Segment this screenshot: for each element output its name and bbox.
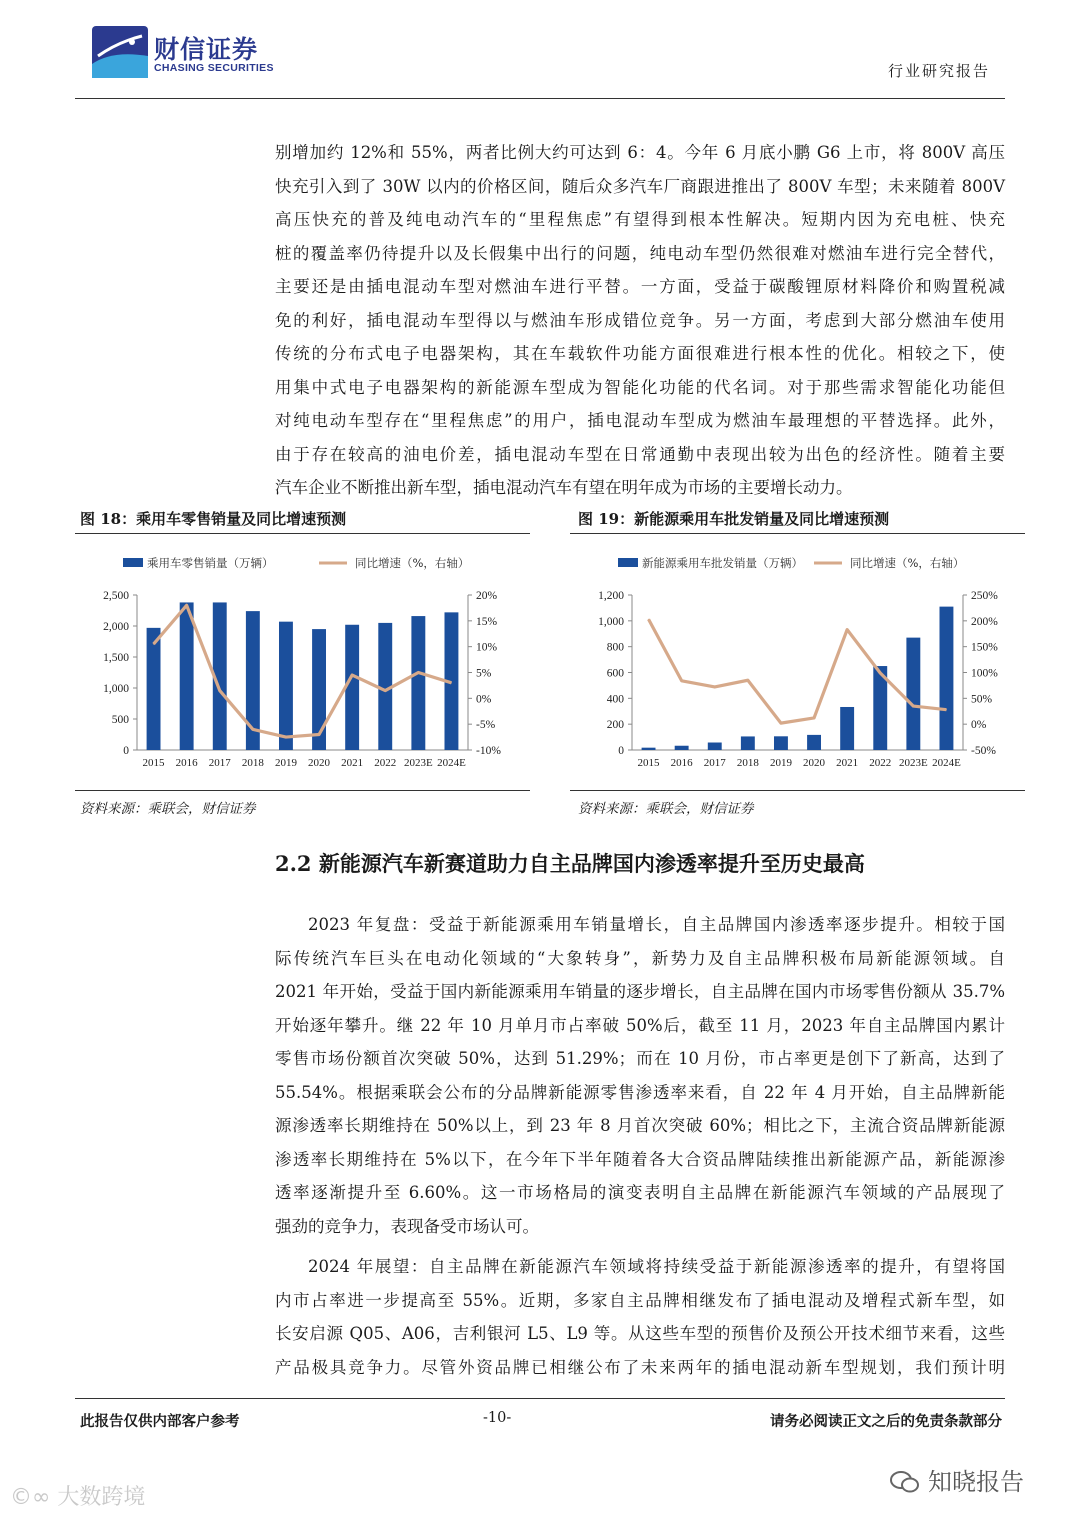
right-tick-label: 20% [476,590,498,602]
right-tick-label: 250% [971,590,998,602]
right-tick-label: 10% [476,641,498,654]
category-label: 2021 [836,757,859,769]
chart-legend [618,556,964,570]
growth-point [847,629,848,630]
legend-bar-swatch [123,558,143,567]
bar [708,743,722,750]
text-line: 对纯电动车型存在“里程焦虑”的用户，插电混动车型成为燃油车最理想的平替选择。此外， [275,411,1005,430]
left-tick-label: 500 [111,714,129,726]
bold-lead: 内市占率进一步提高至 55%。 [275,1290,519,1310]
bar [180,602,194,750]
left-tick-label: 0 [123,745,129,757]
category-label: 2016 [175,757,198,769]
text-line: 桩的覆盖率仍待提升以及长假集中出行的问题，纯电动车型仍然很难对燃油车进行完全替代， [275,243,1005,263]
growth-point [780,723,781,724]
text-line: 2021 年开始，受益于国内新能源乘用车销量的逐步增长，自主品牌在国内市场零售份额从 35.7% [275,982,1005,1001]
text-line: 开始逐年攀升。继 22 年 10 月单月市占率破 50%后，截至 11 月，2023 年自主品牌国内累计 [275,1015,1005,1035]
company-name-en: CHASING SECURITIES [154,62,274,74]
category-label: 2024E [437,757,466,769]
watermark-right: 知晓报告 [890,1462,1024,1497]
bar [807,735,821,750]
text-line: 汽车企业不断推出新车型，插电混动汽车有望在明年成为市场的主要增长动力。 [275,478,853,497]
category-label: 2015 [637,757,660,769]
bar [840,707,854,750]
left-tick-label: 1,200 [598,590,624,602]
growth-point [352,675,353,676]
growth-point [418,672,419,673]
growth-point [648,619,649,620]
figure-19-bottom-rule [570,790,1025,791]
figure-19-source: 资料来源：乘联会，财信证券 [578,801,754,817]
growth-point [385,690,386,691]
report-type: 行业研究报告 [887,62,990,80]
text-line: 快充引入到了 30W 以内的价格区间，随后众多汽车厂商跟进推出了 800V 车型；未来随着 800V [275,176,1005,196]
footer-disclaimer: 此报告仅供内部客户参考 [80,1413,240,1430]
bar [345,625,359,750]
watermark-left: ©∞ 大数跨境 [10,1485,146,1510]
right-tick-label: -5% [476,719,496,732]
text-line [275,1284,1005,1318]
legend-bar-swatch [618,558,638,567]
bar [279,622,293,750]
figure-19-title: 图 19：新能源乘用车批发销量及同比增速预测 [578,510,890,528]
paragraph-2023-review [275,908,1005,1243]
right-tick-label: -50% [971,745,996,757]
figure-18-source: 资料来源：乘联会，财信证券 [80,801,256,817]
growth-point [946,709,947,710]
text-line: 免的利好，插电混动车型得以与燃油车形成错位竞争。另一方面，考虑到大部分燃油车使用 [275,310,1005,330]
left-tick-label: 0 [618,745,624,757]
growth-point [285,737,286,738]
figure-18-top-rule [75,533,530,534]
category-label: 2016 [670,757,693,769]
footer-rule [75,1398,1005,1399]
text-line: 长安启源 Q05、A06，吉利银河 L5、L9 等。从这些车型的预售价及预公开技术细节来看，这些 [275,1324,1005,1343]
footer-notice: 请务必阅读正文之后的免责条款部分 [770,1413,1002,1430]
figure-18-title: 图 18：乘用车零售销量及同比增速预测 [80,510,347,528]
bold-lead: 2023 年复盘：受益于新能源乘用车销量增长，自主品牌国内渗透率逐步提升。 [308,915,935,934]
bar [774,736,788,750]
category-label: 2018 [736,757,759,769]
category-label: 2019 [274,757,297,769]
bar [741,736,755,750]
section-title: 2.2 新能源汽车新赛道助力自主品牌国内渗透率提升至历史最高 [275,851,865,876]
left-tick-label: 800 [606,641,624,654]
left-tick-label: 1,500 [103,652,129,664]
figure-18-bottom-rule [75,790,530,791]
right-tick-label: 5% [476,667,492,680]
text-line: 55.54%。根据乘联会公布的分品牌新能源零售渗透率来看，自 22 年 4 月开始，自主品牌新能 [275,1082,1005,1102]
growth-point [681,680,682,681]
left-tick-label: 1,000 [103,683,129,695]
text-run: 近期，多家自主品牌相继发布了插电混动及增程式新车型，如 [518,1290,1006,1310]
legend-bar-label: 乘用车零售销量（万辆） [147,556,274,570]
legend-line-label: 同比增速（%，右轴） [850,556,965,570]
growth-point [252,729,253,730]
text-line [275,908,1005,942]
growth-line [649,619,947,723]
category-label: 2023E [898,757,928,769]
right-tick-label: 15% [476,615,498,628]
category-label: 2017 [208,757,231,769]
category-label: 2021 [341,757,364,769]
category-label: 2017 [703,757,726,769]
text-line: 际传统汽车巨头在电动化领域的“大象转身”，新势力及自主品牌积极布局新能源领域。自 [275,948,1005,968]
header-rule [75,98,1005,99]
text-line: 传统的分布式电子电器架构，其在车载软件功能方面很难进行根本性的优化。相较之下，使 [275,344,1005,363]
text-line: 由于存在较高的油电价差，插电混动车型在日常通勤中表现出较为出色的经济性。随着主要 [275,444,1005,464]
category-label: 2020 [803,757,826,769]
text-line: 源渗透率长期维持在 50%以上，到 23 年 8 月首次突破 60%；相比之下，主流合资品牌新能源 [275,1116,1005,1135]
right-tick-label: 200% [971,615,998,628]
growth-point [451,682,452,683]
growth-point [880,673,881,674]
wechat-icon [890,1470,920,1494]
legend-bar-label: 新能源乘用车批发销量（万辆） [642,556,803,570]
text-line: 渗透率长期维持在 5%以下，在今年下半年随着各大合资品牌陆续推出新能源产品，新能源渗 [275,1149,1005,1169]
category-label: 2019 [769,757,792,769]
text-line: 透率逐渐提升至 6.60%。这一市场格局的演变表明自主品牌在新能源汽车领域的产品展现了 [275,1183,1005,1202]
growth-line [154,605,452,737]
bar [906,638,920,750]
text-line: 别增加约 12%和 55%，两者比例大约可达到 6：4。今年 6 月底小鹏 G6 上市，将 800V 高压 [275,143,1005,162]
growth-point [814,717,815,718]
right-tick-label: 0% [971,719,987,732]
category-label: 2022 [869,757,892,769]
body-paragraph-top [275,136,1005,505]
text-run: 相较于国 [934,915,1005,934]
category-label: 2022 [374,757,397,769]
category-label: 2020 [308,757,331,769]
right-tick-label: 100% [971,667,998,680]
left-tick-label: 2,500 [103,590,129,602]
left-tick-label: 200 [606,719,624,732]
left-tick-label: 600 [606,667,624,680]
growth-point [186,605,187,606]
figure-19-top-rule [570,533,1025,534]
company-name-cn: 财信证券 [154,35,259,64]
right-tick-label: 50% [971,693,993,706]
text-line: 强劲的竞争力，表现备受市场认可。 [275,1216,539,1236]
text-line: 主要还是由插电混动车型对燃油车进行平替。一方面，受益于碳酸锂原材料降价和购置税减 [275,277,1005,296]
text-line: 高压快充的普及纯电动汽车的“里程焦虑”有望得到根本性解决。短期内因为充电桩、快充 [275,210,1005,229]
bold-lead: 2024 年展望：自主品牌在新能源汽车领域将持续受益于新能源渗透率的提升，有望将国 [308,1257,1005,1276]
page-number: -10- [483,1410,512,1426]
company-logo-icon [92,26,148,78]
right-tick-label: 0% [476,693,492,706]
category-label: 2018 [241,757,264,769]
growth-point [319,734,320,735]
bar [939,607,953,750]
bar [411,616,425,750]
category-label: 2023E [403,757,433,769]
chart-legend [123,556,469,570]
left-tick-label: 2,000 [103,621,129,633]
right-tick-label: 150% [971,641,998,654]
company-logo [92,22,292,82]
growth-point [747,680,748,681]
left-tick-label: 400 [606,693,624,706]
figure-18-chart [75,540,530,785]
category-label: 2015 [142,757,165,769]
right-tick-label: -10% [476,745,501,757]
left-tick-label: 1,000 [598,615,624,628]
text-line: 产品极具竞争力。尽管外资品牌已相继公布了未来两年的插电混动新车型规划，我们预计明 [275,1357,1005,1377]
bar [147,628,161,750]
growth-point [219,690,220,691]
category-label: 2024E [932,757,961,769]
figure-19-chart [570,540,1025,785]
bar [642,748,656,750]
text-line: 零售市场份额首次突破 50%，达到 51.29%；而在 10 月份，市占率更是创下了新高，达到了 [275,1049,1005,1068]
legend-line-label: 同比增速（%，右轴） [355,556,470,570]
growth-point [714,686,715,687]
text-line: 用集中式电子电器架构的新能源车型成为智能化功能的代名词。对于那些需求智能化功能但 [275,377,1005,397]
growth-point [153,644,154,645]
bar [675,746,689,750]
paragraph-2024-outlook [275,1250,1005,1384]
growth-point [913,706,914,707]
watermark-left-icon: ©∞ [10,1485,58,1510]
text-line [275,1250,1005,1284]
